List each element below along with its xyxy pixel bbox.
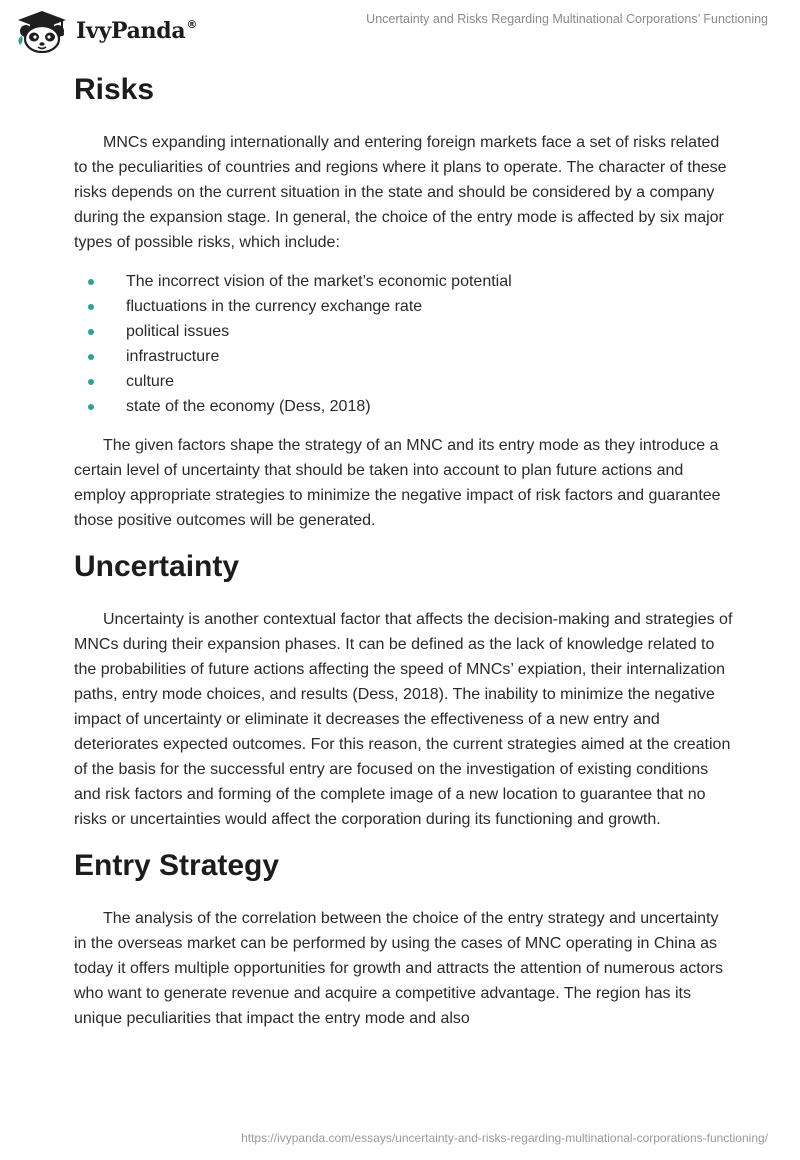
section-heading-uncertainty: Uncertainty (74, 550, 240, 583)
section-heading-risks: Risks (74, 73, 155, 106)
list-item: state of the economy (Dess, 2018) (74, 394, 734, 419)
logo-text: IvyPanda® (76, 18, 198, 44)
panda-graduate-icon (14, 9, 70, 53)
bullet-icon (88, 354, 94, 360)
bullet-icon (88, 279, 94, 285)
page-header (0, 0, 800, 60)
section-heading-entry-strategy: Entry Strategy (74, 849, 280, 882)
list-item: infrastructure (74, 344, 734, 369)
risks-intro-paragraph: MNCs expanding internationally and entering foreign markets face a set of risks related to the peculiarities of countries and regions where it plans to operate. The character of these risks depends on the current situation in the state and should be considered by a company during the expansion stage. In general, the choice of the entry mode is affected by six major types of possible risks, which include: (74, 134, 727, 251)
source-url[interactable]: https://ivypanda.com/essays/uncertainty-and-risks-regarding-multinational-corporations-functioning/ (241, 1131, 768, 1145)
list-item: fluctuations in the currency exchange rate (74, 294, 734, 319)
bullet-icon (88, 404, 94, 410)
list-item: culture (74, 369, 734, 394)
list-item: political issues (74, 319, 734, 344)
uncertainty-paragraph: Uncertainty is another contextual factor that affects the decision-making and strategies of MNCs during their expansion phases. It can be defined as the lack of knowledge related to the probabilities of future actions affecting the speed of MNCs’ expiation, their internalization paths, entry mode choices, and results (Dess, 2018). The inability to minimize the negative impact of uncertainty or eliminate it decreases the effectiveness of a new entry and deteriorates expected outcomes. For this reason, the current strategies aimed at the creation of the basis for the successful entry are focused on the investigation of existing conditions and risk factors and forming of the complete image of a new location to guarantee that no risks or uncertainties would affect the corporation during its functioning and growth. (74, 611, 733, 828)
entry-strategy-paragraph: The analysis of the correlation between the choice of the entry strategy and uncertainty in the overseas market can be performed by using the cases of MNC operating in China as today it offers multiple opportunities for growth and attracts the attention of numerous actors who want to generate revenue and acquire a competitive advantage. The region has its unique peculiarities that impact the entry mode and also (74, 910, 723, 1027)
risk-types-list (74, 269, 734, 419)
essay-content (74, 70, 734, 1031)
bullet-icon (88, 304, 94, 310)
risks-outro-paragraph: The given factors shape the strategy of an MNC and its entry mode as they introduce a certain level of uncertainty that should be taken into account to plan future actions and employ appropriate strategies to minimize the negative impact of risk factors and guarantee those positive outcomes will be generated. (74, 437, 721, 529)
ivypanda-logo[interactable] (14, 8, 197, 54)
document-title: Uncertainty and Risks Regarding Multinational Corporations’ Functioning (366, 12, 768, 26)
bullet-icon (88, 379, 94, 385)
bullet-icon (88, 329, 94, 335)
list-item: The incorrect vision of the market’s economic potential (74, 269, 734, 294)
